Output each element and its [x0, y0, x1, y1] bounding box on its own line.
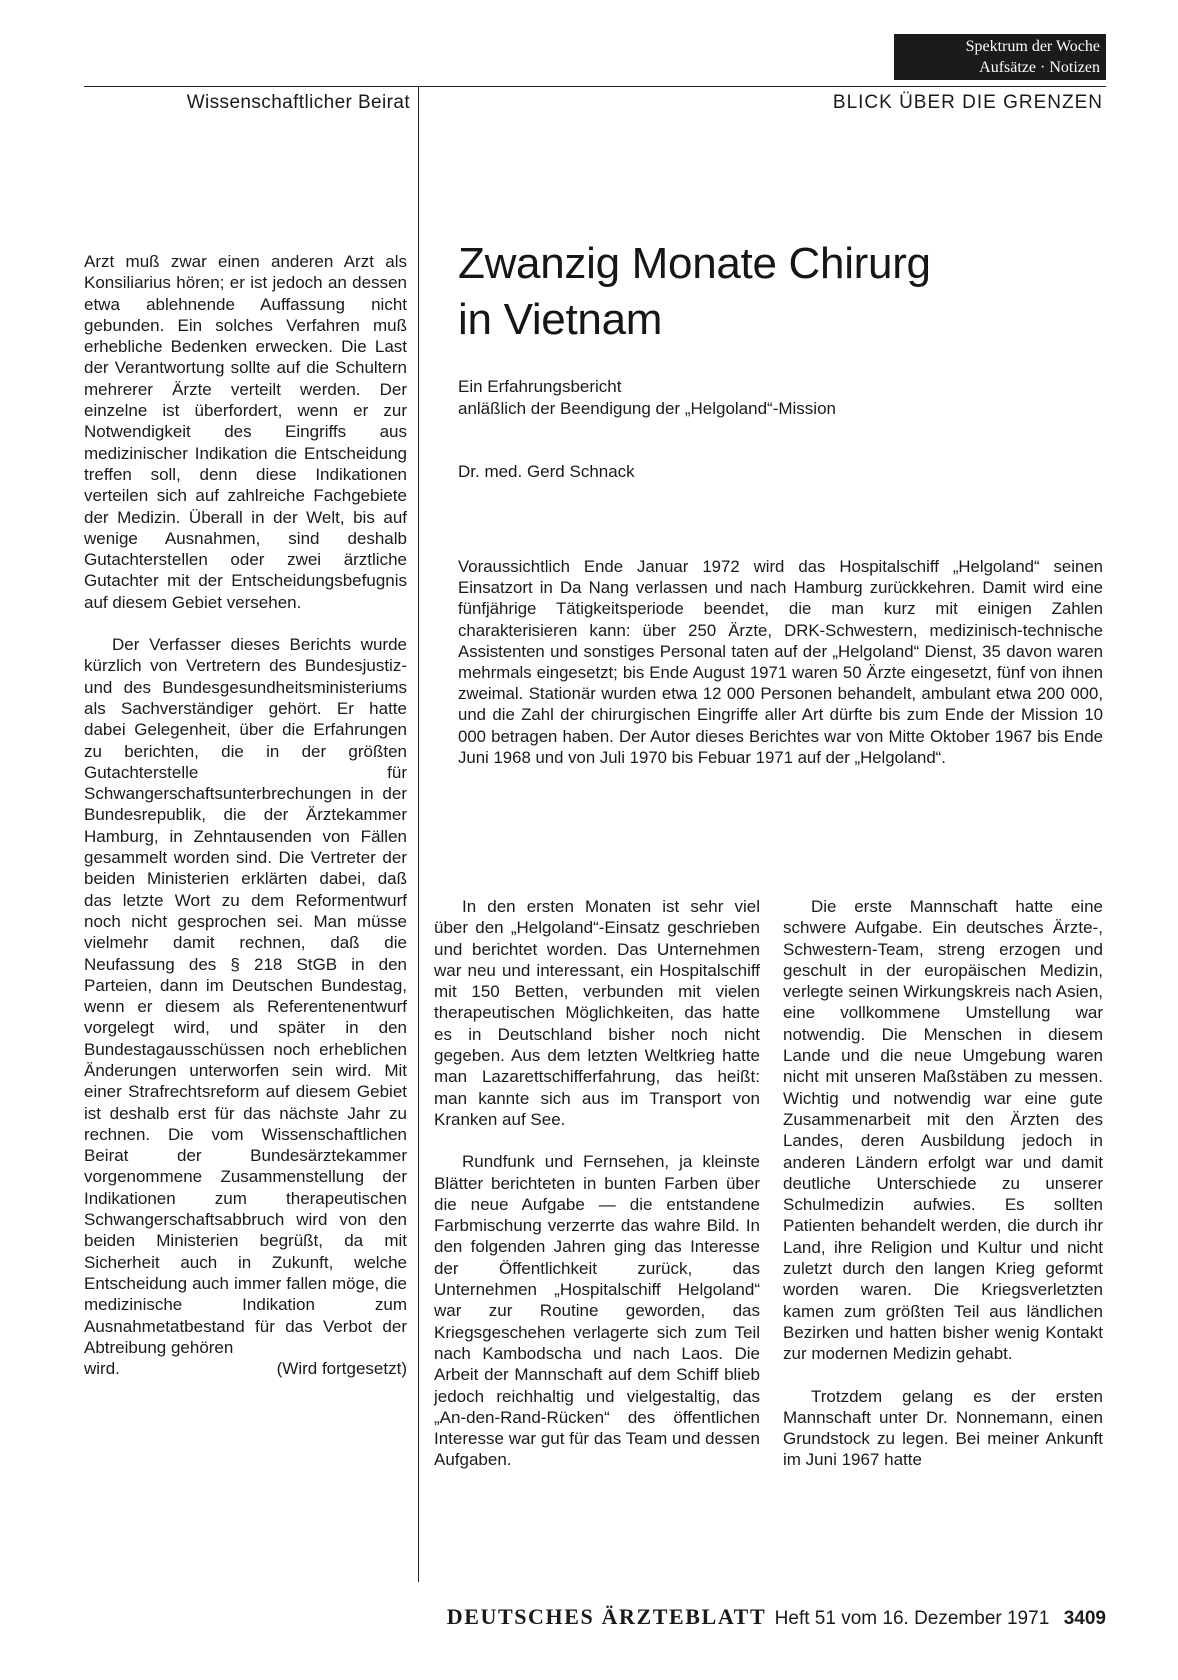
article-title-line-1: Zwanzig Monate Chirurg: [458, 239, 931, 288]
right-column-text: [783, 896, 1103, 1471]
continuation-row: [84, 1358, 407, 1379]
article-subtitle-line-2: anläßlich der Beendigung der „Helgoland“-Mission: [458, 399, 836, 418]
article-title: [458, 236, 1098, 348]
left-paragraph-2-text: Der Verfasser dieses Berichts wurde kürzlich von Vertretern des Bundesjustiz- und des Bundesgesundheitsministeriums als Sachverständiger gehört. Er hatte dabei Gelegenheit, über die Erfahrungen zu berichten, die in der größten Gutachterstelle für Schwangerschaftsunterbrechungen in der Bundesrepublik, die der Ärztekammer Hamburg, in Zehntausenden von Fällen gesammelt worden sind. Die Vertreter der beiden Ministerien erklärten dabei, daß das letzte Wort zu dem Reformentwurf noch nicht gesprochen sei. Man müsse vielmehr damit rechnen, daß die Neufassung des § 218 StGB in den Parteien, dann im Deutschen Bundestag, wenn er diesem als Referentenentwurf vorgelegt wird, und später in den Bundestagausschüssen noch erheblichen Änderungen unterworfen sein wird. Mit einer Strafrechtsreform auf diesem Gebiet ist deshalb erst für das nächste Jahr zu rechnen. Die vom Wissenschaftlichen Beirat der Bundesärztekammer vorgenommene Zusammenstellung der Indikationen zum therapeutischen Schwangerschaftsabbruch wird von den beiden Ministerien begrüßt, da mit Sicherheit auch in Zukunft, welche Entscheidung auch immer fallen möge, die medizinische Indikation zum Ausnahmetatbestand für das Verbot der Abtreibung gehören: [84, 635, 407, 1357]
left-last-word: wird.: [84, 1359, 120, 1379]
article-lead: [458, 556, 1103, 768]
article-title-line-2: in Vietnam: [458, 295, 663, 344]
left-column-text: [84, 251, 407, 1379]
article-subtitle: [458, 376, 1098, 420]
left-paragraph-2: [84, 634, 407, 1358]
badge-line-2: Aufsätze · Notizen: [979, 59, 1100, 76]
article-subtitle-line-1: Ein Erfahrungsbericht: [458, 377, 622, 396]
right-paragraph-2: Trotzdem gelang es der ersten Mannschaft unter Dr. Nonnemann, einen Grundstock zu legen. Bei meiner Ankunft im Juni 1967 hatte: [783, 1386, 1103, 1470]
middle-column-text: [434, 896, 760, 1471]
left-paragraph-1: Arzt muß zwar einen anderen Arzt als Konsiliarius hören; er ist jedoch an dessen etwa ablehnende Auffassung nicht gebunden. Ein solches Verfahren muß erhebliche Bedenken erwecken. Die Last der Verantwortung sollte auf die Schultern mehrerer Ärzte verteilt werden. Der einzelne ist überfordert, wenn er zur Notwendigkeit des Eingriffs aus medizinischer Indikation die Entscheidung treffen soll, denn diese Indikationen verteilen sich auf zahlreiche Fachgebiete der Medizin. Überall in der Welt, bis auf wenige Ausnahmen, sind deshalb Gutachterstellen oder zwei ärztliche Gutachter mit der Entscheidungsbefugnis auf diesem Gebiet versehen.: [84, 252, 407, 612]
right-paragraph-1: Die erste Mannschaft hatte eine schwere Aufgabe. Ein deutsches Ärzte-, Schwestern-Team, streng erzogen und geschult in der europäischen Medizin, verlegte seinen Wirkungskreis nach Asien, eine vollkommene Umstellung war notwendig. Die Menschen in diesem Lande und die neue Umgebung waren nicht mit unseren Maßstäben zu messen. Wichtig und notwendig war eine gute Zusammenarbeit mit den Ärzten des Landes, deren Ausbildung jedoch in anderen Ländern erfolgt war und damit deutliche Unterschiede zu unserer Schulmedizin aufwies. Es sollten Patienten behandelt werden, die durch ihr Land, ihre Religion und Kultur und nicht zuletzt durch den langen Krieg geformt worden waren. Die Kriegsverletzten kamen zum größten Teil aus ländlichen Bezirken und hatten bisher wenig Kontakt zur modernen Medizin gehabt.: [783, 897, 1103, 1364]
column-divider: [418, 86, 419, 1582]
mid-paragraph-1: In den ersten Monaten ist sehr viel über den „Helgoland“-Einsatz geschrieben und berichtet worden. Das Unternehmen war neu und interessant, ein Hospitalschiff mit 150 Betten, verbunden mit vielen therapeutischen Möglichkeiten, das hatte es in Deutschland bisher noch nicht gegeben. Aus dem letzten Weltkrieg hatte man Lazarettschifferfahrung, das heißt: man kannte sich aus im Transport von Kranken auf See.: [434, 897, 760, 1129]
left-section-header: Wissenschaftlicher Beirat: [186, 92, 410, 113]
badge-line-1: Spektrum der Woche: [965, 38, 1100, 55]
continued-note: (Wird fortgesetzt): [276, 1359, 407, 1379]
mid-paragraph-2: Rundfunk und Fernsehen, ja kleinste Blätter berichteten in bunten Farben über die neue Aufgabe — die entstandene Farbmischung verzerrte das wahre Bild. In den folgenden Jahren ging das Interesse der Öffentlichkeit zurück, das Unternehmen „Hospitalschiff Helgoland“ war zur Routine geworden, das Kriegsgeschehen verlagerte sich zum Teil nach Kambodscha und nach Laos. Die Arbeit der Mannschaft auf dem Schiff blieb jedoch reichhaltig und vielgestaltig, das „An-den-Rand-Rücken“ des öffentlichen Interesse war gut für das Team und dessen Aufgaben.: [434, 1152, 760, 1470]
journal-name: DEUTSCHES ÄRZTEBLATT: [446, 1604, 767, 1629]
header-rule: [84, 86, 1106, 87]
issue-info: Heft 51 vom 16. Dezember 1971: [774, 1608, 1050, 1629]
article-author: Dr. med. Gerd Schnack: [458, 462, 635, 481]
page-footer: [432, 1604, 1106, 1630]
section-badge: [894, 34, 1106, 80]
right-section-header: BLICK ÜBER DIE GRENZEN: [832, 92, 1103, 113]
lead-paragraph: Voraussichtlich Ende Januar 1972 wird das Hospitalschiff „Helgoland“ seinen Einsatzort in Da Nang verlassen und nach Hamburg zurückkehren. Damit wird eine fünfjährige Tätigkeitsperiode beendet, die man kurz mit einigen Zahlen charakterisieren kann: über 250 Ärzte, DRK-Schwestern, medizinisch-technische Assistenten und sonstiges Personal taten auf der „Helgoland“ Dienst, 35 davon waren mehrmals eingesetzt; bis Ende August 1971 waren 50 Ärzte eingesetzt, fünf von ihnen zweimal. Stationär wurden etwa 12 000 Personen behandelt, ambulant etwa 200 000, und die Zahl der chirurgischen Eingriffe aller Art dürfte bis zum Ende der Mission 10 000 betragen haben. Der Autor dieses Berichtes war von Mitte Oktober 1967 bis Ende Juni 1968 und von Juli 1970 bis Febuar 1971 auf der „Helgoland“.: [458, 557, 1103, 767]
page-number: 3409: [1063, 1608, 1106, 1629]
